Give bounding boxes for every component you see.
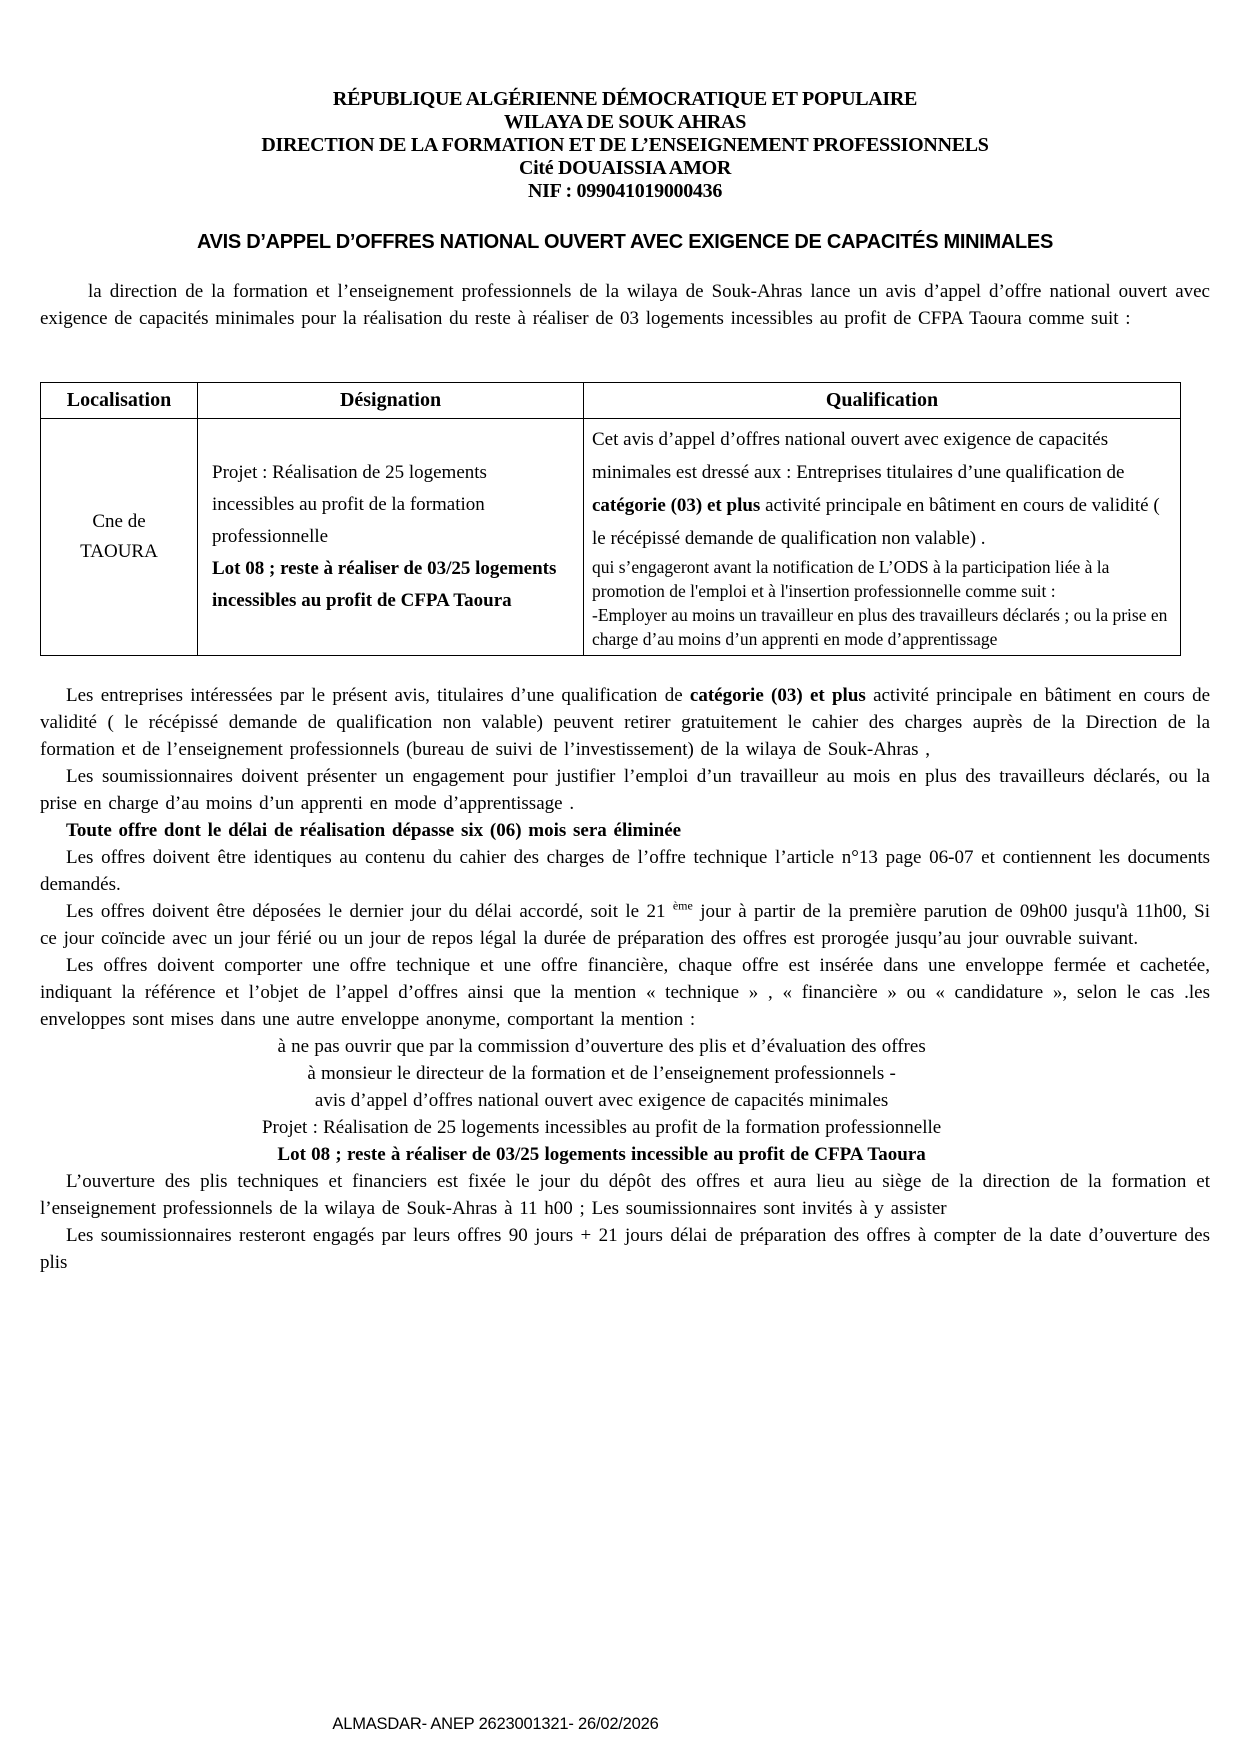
- table-header-row: [41, 383, 1181, 419]
- col-header-localisation: Localisation: [41, 383, 198, 419]
- cell-localisation: [41, 419, 198, 656]
- paragraph-validite-offres: Les soumissionnaires resteront engagés par leurs offres 90 jours + 21 jours délai de préparation des offres à compter de la date d’ouverture des plis: [40, 1225, 1210, 1273]
- footer-anep-reference: ALMASDAR- ANEP 2623001321- 26/02/2026: [332, 1715, 659, 1733]
- notice-body: [40, 682, 1210, 1276]
- paragraph-offres-identiques: Les offres doivent être identiques au contenu du cahier des charges de l’offre technique l’article n°13 page 06-07 et contiennent les documents demandés.: [40, 847, 1210, 895]
- paragraph-entreprises: [40, 682, 1210, 763]
- header-line-wilaya: WILAYA DE SOUK AHRAS: [503, 111, 747, 133]
- mention-line-avis: avis d’appel d’offres national ouvert avec exigence de capacités minimales: [314, 1090, 889, 1111]
- mention-line-commission: à ne pas ouvrir que par la commission d’ouverture des plis et d’évaluation des offres: [277, 1036, 926, 1057]
- cell-designation: [198, 419, 584, 656]
- mention-line-directeur: à monsieur le directeur de la formation et de l’enseignement professionnels -: [307, 1063, 896, 1084]
- depot-text-pre: Les offres doivent être déposées le dernier jour du délai accordé, soit le 21: [66, 901, 673, 922]
- localisation-line-1: Cne de: [92, 511, 146, 532]
- intro-paragraph: la direction de la formation et l’enseignement professionnels de la wilaya de Souk-Ahras lance un avis d’appel d’offre national ouvert avec exigence de capacités minimales pour la réalisation du reste à réaliser de 03 logements incessibles au profit de CFPA Taoura comme suit :: [40, 281, 1210, 329]
- notice-title: AVIS D’APPEL D’OFFRES NATIONAL OUVERT AVEC EXIGENCE DE CAPACITÉS MINIMALES: [196, 231, 1054, 253]
- header-line-nif: NIF : 099041019000436: [527, 180, 723, 202]
- col-header-designation: Désignation: [198, 383, 584, 419]
- header-line-republic: RÉPUBLIQUE ALGÉRIENNE DÉMOCRATIQUE ET POPULAIRE: [332, 88, 918, 110]
- entreprises-text-post: activité principale en bâtiment en cours de validité ( le récépissé demande de qualification non valable) peuvent retirer gratuitement le cahier des charges auprès de la Direction de la formation et de l’enseignement professionnels (bureau de suivi de l’investissement) de la wilaya de Souk-Ahras ,: [40, 685, 1211, 760]
- qualification-text-post: activité principale en bâtiment en cours de validité ( le récépissé demande de qualification non valable) .: [592, 495, 1160, 549]
- qualification-paragraph-2: qui s’engageront avant la notification de L’ODS à la participation liée à la promotion de l'emploi et à l'insertion professionnelle comme suit :: [592, 557, 1110, 601]
- paragraph-delai-elimination: Toute offre dont le délai de réalisation dépasse six (06) mois sera éliminée: [66, 820, 682, 841]
- header-line-cite: Cité DOUAISSIA AMOR: [518, 157, 732, 179]
- mention-line-projet: Projet : Réalisation de 25 logements incessibles au profit de la formation professionnelle: [261, 1117, 942, 1138]
- mention-line-lot: Lot 08 ; reste à réaliser de 03/25 logements incessible au profit de CFPA Taoura: [277, 1144, 926, 1165]
- designation-project-text: Projet : Réalisation de 25 logements incessibles au profit de la formation professionnelle: [212, 462, 487, 547]
- paragraph-enveloppes: Les offres doivent comporter une offre technique et une offre financière, chaque offre est insérée dans une enveloppe fermée et cachetée, indiquant la référence et l’objet de l’appel d’offres ainsi que la mention « technique » , « financière » ou « candidature », selon le cas .les enveloppes sont mises dans une autre enveloppe anonyme, comportant la mention :: [40, 955, 1210, 1030]
- paragraph-ouverture-plis: L’ouverture des plis techniques et financiers est fixée le jour du dépôt des offres et aura lieu au siège de la direction de la formation et l’enseignement professionnels de la wilaya de Souk-Ahras à 11 h00 ; Les soumissionnaires sont invités à y assister: [40, 1171, 1210, 1219]
- lots-table: [40, 382, 1181, 656]
- paragraph-engagement-emploi: Les soumissionnaires doivent présenter un engagement pour justifier l’emploi d’un travailleur au mois en plus des travailleurs déclarés, ou la prise en charge d’au moins d’un apprenti en mode d’apprentissage .: [40, 766, 1210, 814]
- entreprises-category-bold: catégorie (03) et plus: [689, 685, 866, 706]
- table-row: [41, 419, 1181, 656]
- qualification-paragraph-3: -Employer au moins un travailleur en plus des travailleurs déclarés ; ou la prise en charge d’au moins d’un apprenti en mode d’apprentissage: [592, 605, 1168, 649]
- depot-ordinal-sup: ème: [672, 898, 693, 913]
- document-header: [40, 88, 1210, 203]
- localisation-line-2: TAOURA: [80, 541, 158, 562]
- cell-qualification: [584, 419, 1181, 656]
- qualification-paragraph-1: [592, 423, 1171, 555]
- col-header-qualification: Qualification: [584, 383, 1181, 419]
- qualification-category-bold: catégorie (03) et plus: [592, 495, 761, 516]
- designation-lot-text: Lot 08 ; reste à réaliser de 03/25 logements incessibles au profit de CFPA Taoura: [212, 558, 557, 611]
- header-line-direction: DIRECTION DE LA FORMATION ET DE L’ENSEIGNEMENT PROFESSIONNELS: [261, 134, 989, 156]
- qualification-text-pre: Cet avis d’appel d’offres national ouvert avec exigence de capacités minimales est dressé aux : Entreprises titulaires d’une qualification de: [592, 429, 1125, 483]
- paragraph-depot-offres: [40, 898, 1210, 952]
- entreprises-text-pre: Les entreprises intéressées par le présent avis, titulaires d’une qualification de: [66, 685, 690, 706]
- depot-text-post: jour à partir de la première parution de 09h00 jusqu'à 11h00, Si ce jour coïncide avec un jour férié ou un jour de repos légal la durée de préparation des offres est prorogée jusqu’au jour ouvrable suivant.: [40, 901, 1210, 949]
